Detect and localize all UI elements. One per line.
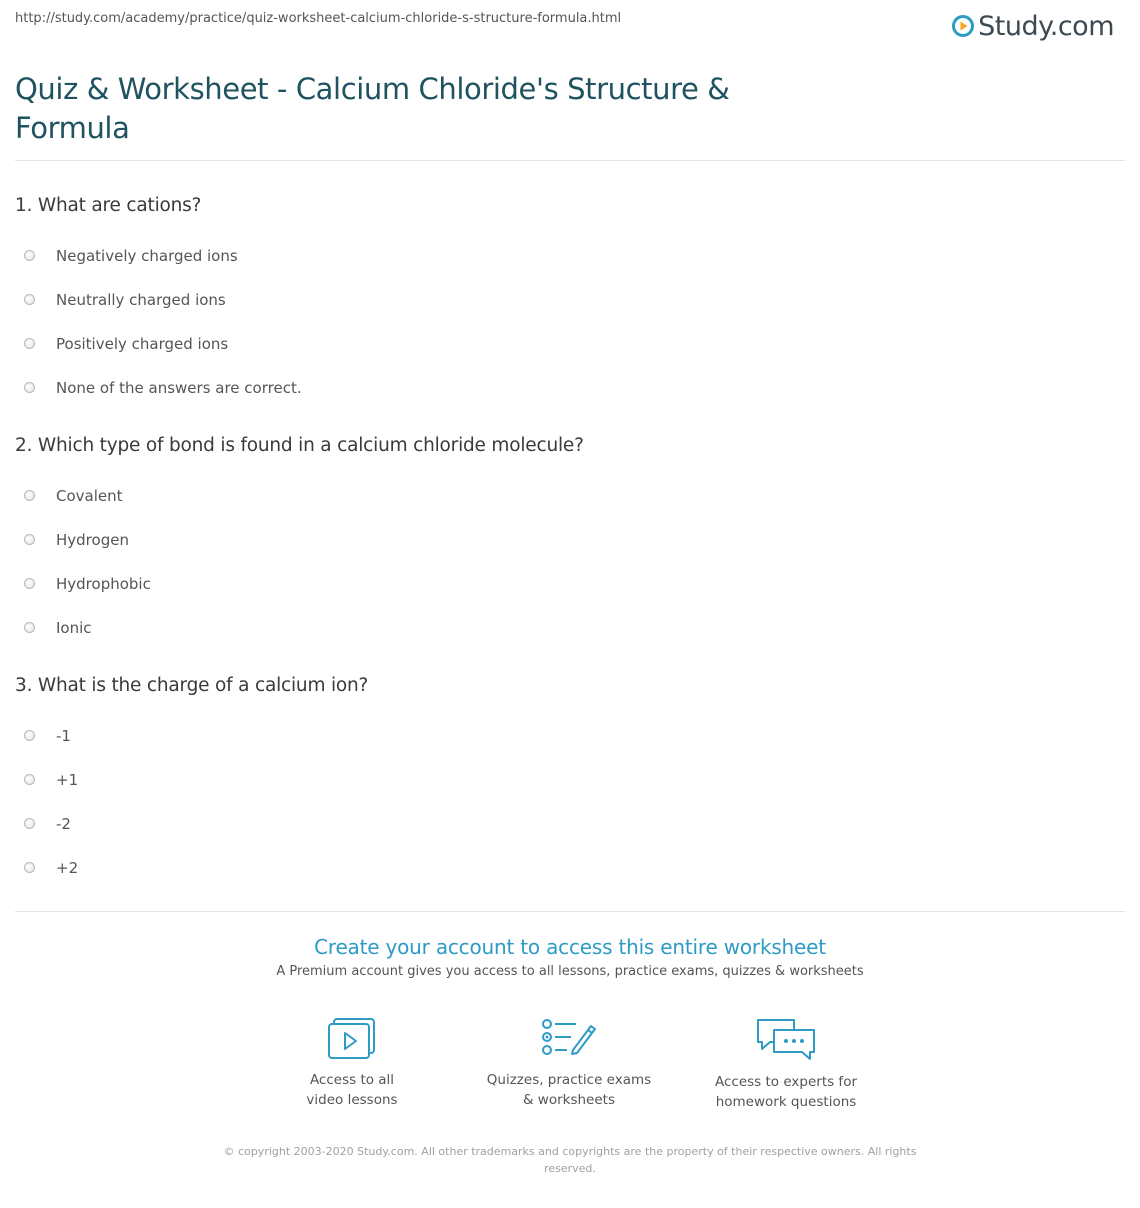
answer-option[interactable] [15,326,1115,370]
answer-option[interactable] [15,610,1115,654]
feature-label [469,1070,669,1110]
radio-button[interactable] [24,818,35,829]
answer-list [15,478,1115,654]
logo-text: Study.com [978,10,1114,42]
copyright-line: © copyright 2003-2020 Study.com. All other trademarks and copyrights are the property of their respective owners. All rights [223,1145,917,1158]
create-account-link[interactable]: Create your account to access this entire worksheet [314,935,826,959]
signup-cta [0,932,1140,982]
radio-button[interactable] [24,338,35,349]
header [0,0,1140,56]
answer-option[interactable] [15,806,1115,850]
copyright-notice [210,1143,930,1177]
questions-divider [15,911,1125,912]
title-divider [15,160,1125,161]
play-circle-icon [952,15,974,37]
quiz-checklist-icon [540,1016,598,1060]
answer-label: -1 [56,726,71,745]
radio-button[interactable] [24,730,35,741]
radio-button[interactable] [24,622,35,633]
feature-label-line: Access to experts for [714,1074,857,1090]
answer-option[interactable] [15,850,1115,894]
radio-button[interactable] [24,578,35,589]
answer-label: Positively charged ions [56,334,229,353]
answer-label: +2 [56,858,79,877]
answer-list [15,238,1115,414]
radio-button[interactable] [24,774,35,785]
question-3 [15,674,1115,894]
feature-video-lessons [252,1016,452,1110]
question-title: 3. What is the charge of a calcium ion? [15,675,369,696]
answer-list [15,718,1115,894]
radio-button[interactable] [24,382,35,393]
answer-option[interactable] [15,282,1115,326]
question-title: 1. What are cations? [15,195,202,216]
cta-subtitle: A Premium account gives you access to all lessons, practice exams, quizzes & worksheets [276,964,864,979]
radio-button[interactable] [24,294,35,305]
chat-bubbles-icon [754,1016,818,1062]
answer-option[interactable] [15,522,1115,566]
answer-label: Hydrogen [56,530,129,549]
study-logo[interactable] [952,6,1114,46]
question-title: 2. Which type of bond is found in a calcium chloride molecule? [15,435,584,456]
answer-label: None of the answers are correct. [56,378,302,397]
radio-button[interactable] [24,250,35,261]
page-title: Quiz & Worksheet - Calcium Chloride's Structure & Formula [15,72,730,145]
answer-label: -2 [56,814,71,833]
video-lessons-icon [326,1016,378,1060]
answer-option[interactable] [15,762,1115,806]
answer-label: Negatively charged ions [56,246,238,265]
answer-option[interactable] [15,238,1115,282]
feature-quizzes [469,1016,669,1110]
answer-option[interactable] [15,566,1115,610]
feature-label-line: Access to all [309,1072,395,1088]
radio-button[interactable] [24,534,35,545]
radio-button[interactable] [24,862,35,873]
question-2 [15,434,1115,654]
answer-label: +1 [56,770,79,789]
feature-label-line: Quizzes, practice exams [486,1072,652,1088]
answer-label: Neutrally charged ions [56,290,226,309]
feature-label-line: & worksheets [522,1092,615,1108]
copyright-line: reserved. [544,1162,596,1175]
feature-label-line: video lessons [306,1092,398,1108]
answer-option[interactable] [15,370,1115,414]
feature-label [252,1070,452,1110]
answer-option[interactable] [15,478,1115,522]
question-1 [15,194,1115,414]
feature-label [686,1072,886,1112]
answer-label: Covalent [56,486,123,505]
answer-label: Ionic [56,618,92,637]
feature-list [0,1016,1140,1126]
answer-option[interactable] [15,718,1115,762]
radio-button[interactable] [24,490,35,501]
page-url-link[interactable]: http://study.com/academy/practice/quiz-worksheet-calcium-chloride-s-structure-formula.html [15,11,622,26]
answer-label: Hydrophobic [56,574,151,593]
feature-label-line: homework questions [715,1094,857,1110]
feature-experts [686,1016,886,1112]
